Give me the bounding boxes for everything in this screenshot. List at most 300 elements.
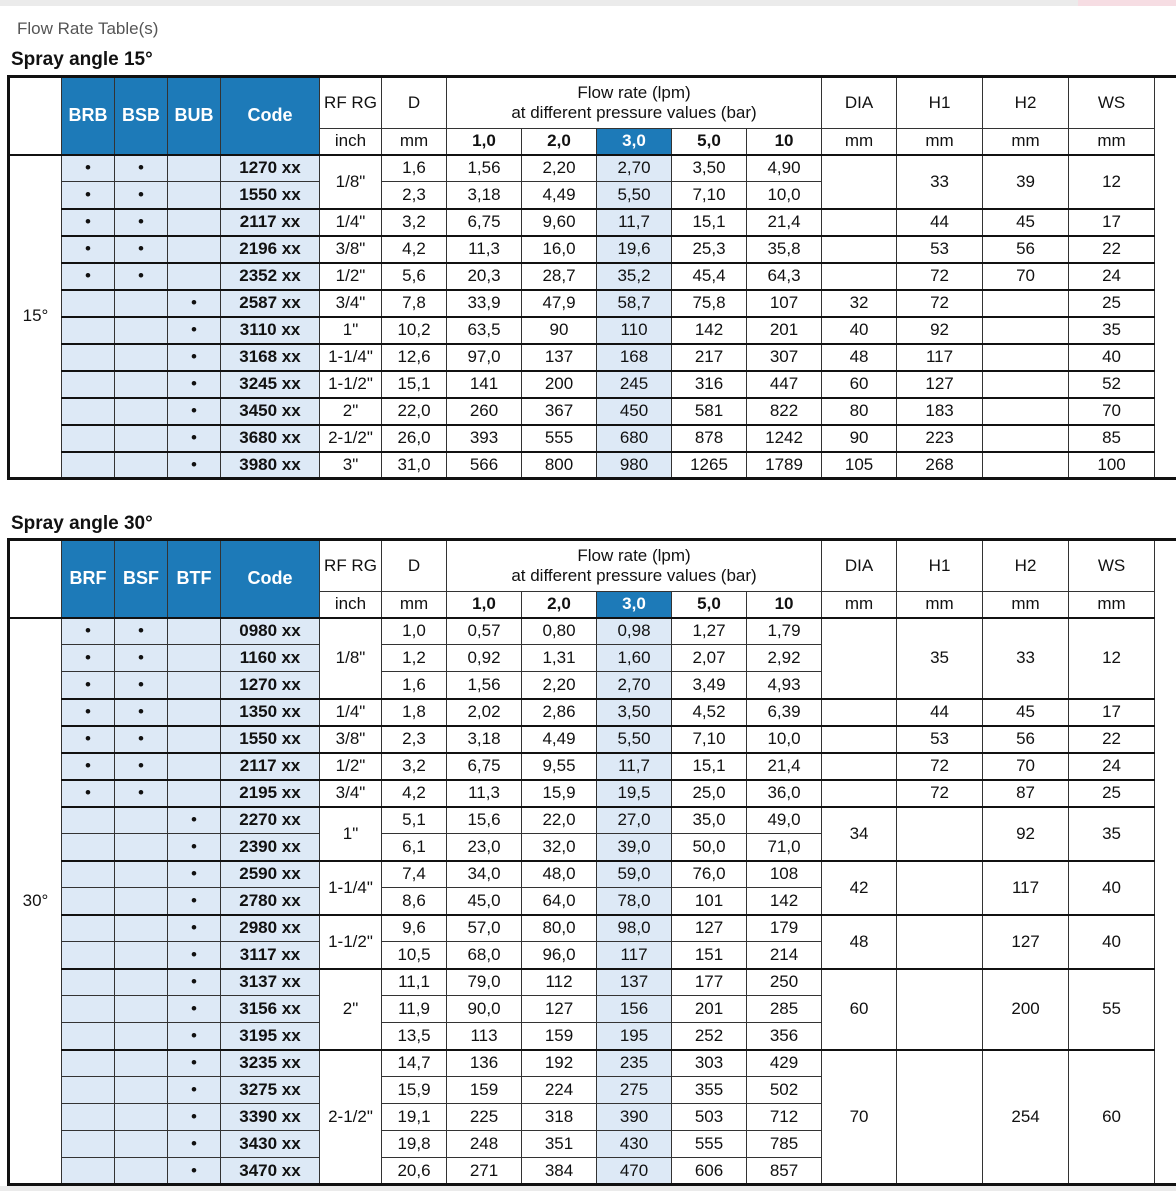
rfrg-cell: 3/4" <box>320 290 382 317</box>
flow-cell: 447 <box>747 371 822 398</box>
series-marker: • <box>115 780 168 807</box>
series-marker <box>62 888 115 915</box>
dia-cell: 70 <box>822 1050 897 1185</box>
flow-cell: 90 <box>522 317 597 344</box>
dia-cell: 34 <box>822 807 897 861</box>
code-cell: 3470 xx <box>221 1158 320 1185</box>
d-cell: 4,2 <box>382 236 447 263</box>
flow-cell: 112 <box>522 969 597 996</box>
flow-cell: 80,0 <box>522 915 597 942</box>
h2-cell: 56 <box>983 236 1069 263</box>
ws-header: WS <box>1069 540 1155 592</box>
rfrg-cell: 2-1/2" <box>320 425 382 452</box>
flow-cell: 22,0 <box>522 807 597 834</box>
flow-cell: 201 <box>672 996 747 1023</box>
h2-cell: 92 <box>983 807 1069 861</box>
dia-cell: 32 <box>822 290 897 317</box>
table-row <box>9 780 1176 807</box>
series-marker: • <box>115 209 168 236</box>
dia-cell <box>822 726 897 753</box>
spray-angle-cell: 15° <box>9 155 62 479</box>
flow-cell-3bar: 168 <box>597 344 672 371</box>
flow-cell-3bar: 2,70 <box>597 155 672 182</box>
dia-cell: 60 <box>822 969 897 1050</box>
flow-cell: 260 <box>447 398 522 425</box>
flow-cell: 159 <box>522 1023 597 1050</box>
code-cell: 3680 xx <box>221 425 320 452</box>
flow-cell: 79,0 <box>447 969 522 996</box>
flow-cell-3bar: 235 <box>597 1050 672 1077</box>
table-row <box>9 452 1176 479</box>
h1-cell: 44 <box>897 699 983 726</box>
series-marker <box>168 645 221 672</box>
flow-cell: 393 <box>447 425 522 452</box>
series-marker: • <box>168 290 221 317</box>
rfrg-cell: 1/4" <box>320 209 382 236</box>
code-cell: 0980 xx <box>221 618 320 645</box>
flow-cell: 3,18 <box>447 726 522 753</box>
series-marker <box>168 699 221 726</box>
ws-cell: 24 <box>1069 753 1155 780</box>
flow-cell: 71,0 <box>747 834 822 861</box>
h1-cell <box>897 807 983 861</box>
series-header: BSF <box>115 540 168 618</box>
h2-cell: 70 <box>983 263 1069 290</box>
series-marker <box>62 452 115 479</box>
flow-cell: 4,49 <box>522 182 597 209</box>
series-marker <box>62 398 115 425</box>
flow-rate-subtitle: at different pressure values (bar) <box>511 103 757 122</box>
series-marker <box>115 1050 168 1077</box>
series-marker <box>168 182 221 209</box>
flow-cell: 97,0 <box>447 344 522 371</box>
series-marker: • <box>62 263 115 290</box>
h1-cell: 72 <box>897 753 983 780</box>
table-row <box>9 371 1176 398</box>
h1-cell: 117 <box>897 344 983 371</box>
flow-cell: 1,27 <box>672 618 747 645</box>
d-cell: 7,8 <box>382 290 447 317</box>
series-marker: • <box>168 834 221 861</box>
series-marker <box>115 1158 168 1185</box>
series-marker <box>62 290 115 317</box>
d-cell: 1,6 <box>382 155 447 182</box>
h2-cell: 87 <box>983 780 1069 807</box>
dia-cell <box>822 699 897 726</box>
d-cell: 12,6 <box>382 344 447 371</box>
code-cell: 3168 xx <box>221 344 320 371</box>
series-marker <box>115 1023 168 1050</box>
rfrg-header: RF RG <box>320 540 382 592</box>
flow-cell: 25,3 <box>672 236 747 263</box>
ws-unit: mm <box>1069 129 1155 155</box>
table-row <box>9 915 1176 942</box>
flow-cell: 21,4 <box>747 209 822 236</box>
d-cell: 20,6 <box>382 1158 447 1185</box>
table-row <box>9 807 1176 834</box>
flow-cell: 225 <box>447 1104 522 1131</box>
code-cell: 3137 xx <box>221 969 320 996</box>
dia-cell: 48 <box>822 915 897 969</box>
h1-unit: mm <box>897 592 983 618</box>
rfrg-cell: 1-1/2" <box>320 371 382 398</box>
rfrg-cell: 1-1/4" <box>320 861 382 915</box>
flow-cell-3bar: 195 <box>597 1023 672 1050</box>
flow-cell: 15,1 <box>672 209 747 236</box>
series-header: BUB <box>168 77 221 155</box>
code-cell: 3245 xx <box>221 371 320 398</box>
table-row <box>9 699 1176 726</box>
flow-rate-header <box>447 540 822 592</box>
series-marker <box>115 888 168 915</box>
flow-cell: 49,0 <box>747 807 822 834</box>
flow-cell: 285 <box>747 996 822 1023</box>
pressure-header: 2,0 <box>522 129 597 155</box>
flow-cell: 3,18 <box>447 182 522 209</box>
series-marker <box>115 834 168 861</box>
ws-header: WS <box>1069 77 1155 129</box>
flow-cell: 20,3 <box>447 263 522 290</box>
rfrg-cell: 1/4" <box>320 699 382 726</box>
flow-cell: 48,0 <box>522 861 597 888</box>
d-cell: 3,2 <box>382 753 447 780</box>
flow-cell: 142 <box>672 317 747 344</box>
flow-cell: 3,49 <box>672 672 747 699</box>
code-cell: 2195 xx <box>221 780 320 807</box>
h2-header: H2 <box>983 77 1069 129</box>
flow-cell-3bar: 245 <box>597 371 672 398</box>
series-marker: • <box>168 344 221 371</box>
series-marker <box>62 1077 115 1104</box>
flow-cell: 35,8 <box>747 236 822 263</box>
flow-cell-3bar: 35,2 <box>597 263 672 290</box>
top-bar-accent <box>1078 0 1176 6</box>
page-title: Flow Rate Table(s) <box>17 19 159 38</box>
series-marker <box>168 263 221 290</box>
d-cell: 15,1 <box>382 371 447 398</box>
code-cell: 2980 xx <box>221 915 320 942</box>
flow-cell: 45,4 <box>672 263 747 290</box>
flow-cell: 28,7 <box>522 263 597 290</box>
ws-cell: 17 <box>1069 209 1155 236</box>
dia-cell: 48 <box>822 344 897 371</box>
rfrg-cell: 3" <box>320 452 382 479</box>
d-cell: 6,1 <box>382 834 447 861</box>
ws-cell: 12 <box>1069 618 1155 699</box>
flow-cell: 555 <box>522 425 597 452</box>
code-cell: 2590 xx <box>221 861 320 888</box>
flow-cell: 47,9 <box>522 290 597 317</box>
series-marker <box>115 1131 168 1158</box>
ws-cell: 22 <box>1069 726 1155 753</box>
code-cell: 2780 xx <box>221 888 320 915</box>
h2-cell: 33 <box>983 618 1069 699</box>
series-marker <box>115 290 168 317</box>
table-row <box>9 861 1176 888</box>
ws-cell: 25 <box>1069 290 1155 317</box>
section-title-15: Spray angle 15° <box>11 49 153 70</box>
flow-cell: 6,39 <box>747 699 822 726</box>
code-cell: 3275 xx <box>221 1077 320 1104</box>
flow-cell: 76,0 <box>672 861 747 888</box>
series-marker <box>115 861 168 888</box>
flow-cell: 214 <box>747 942 822 969</box>
series-marker <box>62 425 115 452</box>
series-marker <box>62 915 115 942</box>
flow-cell: 1265 <box>672 452 747 479</box>
series-marker: • <box>115 618 168 645</box>
flow-cell: 1,56 <box>447 672 522 699</box>
code-cell: 3390 xx <box>221 1104 320 1131</box>
table-row <box>9 236 1176 263</box>
d-cell: 11,9 <box>382 996 447 1023</box>
series-marker: • <box>168 1023 221 1050</box>
series-marker <box>115 398 168 425</box>
flow-cell: 101 <box>672 888 747 915</box>
series-marker: • <box>168 371 221 398</box>
series-marker <box>62 942 115 969</box>
dia-cell: 60 <box>822 371 897 398</box>
flow-cell-3bar: 98,0 <box>597 915 672 942</box>
dia-header: DIA <box>822 540 897 592</box>
flow-cell-3bar: 450 <box>597 398 672 425</box>
flow-cell-3bar: 980 <box>597 452 672 479</box>
dia-cell <box>822 236 897 263</box>
flow-cell: 142 <box>747 888 822 915</box>
table-row <box>9 425 1176 452</box>
series-marker: • <box>168 425 221 452</box>
flow-cell: 384 <box>522 1158 597 1185</box>
series-header: BRB <box>62 77 115 155</box>
h1-header: H1 <box>897 77 983 129</box>
pressure-header: 10 <box>747 129 822 155</box>
rfrg-cell: 1-1/4" <box>320 344 382 371</box>
d-cell: 2,3 <box>382 182 447 209</box>
flow-cell: 23,0 <box>447 834 522 861</box>
h1-cell: 223 <box>897 425 983 452</box>
d-cell: 1,2 <box>382 645 447 672</box>
flow-cell: 35,0 <box>672 807 747 834</box>
code-cell: 1550 xx <box>221 726 320 753</box>
d-cell: 9,6 <box>382 915 447 942</box>
top-bar <box>0 0 1176 6</box>
series-marker <box>62 969 115 996</box>
pressure-header: 1,0 <box>447 592 522 618</box>
flow-cell: 4,93 <box>747 672 822 699</box>
flow-cell: 252 <box>672 1023 747 1050</box>
pressure-header: 10 <box>747 592 822 618</box>
flow-cell: 2,92 <box>747 645 822 672</box>
series-marker: • <box>115 182 168 209</box>
h2-cell: 127 <box>983 915 1069 969</box>
dia-cell <box>822 618 897 699</box>
rfrg-header: RF RG <box>320 77 382 129</box>
flow-cell: 15,9 <box>522 780 597 807</box>
flow-cell: 502 <box>747 1077 822 1104</box>
ws-cell: 25 <box>1069 780 1155 807</box>
flow-cell: 151 <box>672 942 747 969</box>
table-corner <box>9 540 62 618</box>
table-row <box>9 155 1176 182</box>
ws-cell: 17 <box>1069 699 1155 726</box>
series-marker: • <box>115 726 168 753</box>
series-marker: • <box>168 861 221 888</box>
ws-cell: 40 <box>1069 861 1155 915</box>
h2-cell: 45 <box>983 699 1069 726</box>
pressure-header: 3,0 <box>597 592 672 618</box>
series-marker: • <box>168 452 221 479</box>
flow-cell: 2,20 <box>522 155 597 182</box>
series-marker <box>115 371 168 398</box>
flow-cell-3bar: 59,0 <box>597 861 672 888</box>
series-marker <box>168 618 221 645</box>
flow-cell: 137 <box>522 344 597 371</box>
pressure-header: 5,0 <box>672 129 747 155</box>
flow-cell: 127 <box>672 915 747 942</box>
flow-cell: 800 <box>522 452 597 479</box>
pressure-header: 3,0 <box>597 129 672 155</box>
d-header: D <box>382 77 447 129</box>
flow-cell: 1242 <box>747 425 822 452</box>
flow-cell: 32,0 <box>522 834 597 861</box>
flow-cell: 201 <box>747 317 822 344</box>
rfrg-cell: 2" <box>320 969 382 1050</box>
h1-cell: 44 <box>897 209 983 236</box>
series-marker <box>115 942 168 969</box>
h2-cell <box>983 344 1069 371</box>
d-unit: mm <box>382 592 447 618</box>
series-marker <box>62 834 115 861</box>
flow-cell-3bar: 39,0 <box>597 834 672 861</box>
rfrg-cell: 1/8" <box>320 155 382 209</box>
series-header: BTF <box>168 540 221 618</box>
series-marker: • <box>168 398 221 425</box>
flow-cell: 224 <box>522 1077 597 1104</box>
d-cell: 3,2 <box>382 209 447 236</box>
series-marker <box>168 753 221 780</box>
flow-cell: 7,10 <box>672 726 747 753</box>
h2-cell <box>983 398 1069 425</box>
flow-cell: 96,0 <box>522 942 597 969</box>
series-marker: • <box>62 753 115 780</box>
h2-cell: 45 <box>983 209 1069 236</box>
h1-cell: 127 <box>897 371 983 398</box>
ws-cell: 35 <box>1069 807 1155 861</box>
dia-cell <box>822 209 897 236</box>
series-marker: • <box>62 699 115 726</box>
flow-cell: 606 <box>672 1158 747 1185</box>
flow-cell: 136 <box>447 1050 522 1077</box>
flow-cell: 7,10 <box>672 182 747 209</box>
flow-cell: 2,20 <box>522 672 597 699</box>
series-marker <box>115 1077 168 1104</box>
code-cell: 2352 xx <box>221 263 320 290</box>
flow-cell: 68,0 <box>447 942 522 969</box>
flow-cell: 192 <box>522 1050 597 1077</box>
series-marker <box>62 807 115 834</box>
h2-cell <box>983 425 1069 452</box>
flow-cell: 21,4 <box>747 753 822 780</box>
dia-header: DIA <box>822 77 897 129</box>
flow-cell-3bar: 390 <box>597 1104 672 1131</box>
series-marker: • <box>115 699 168 726</box>
series-marker: • <box>168 915 221 942</box>
series-marker <box>62 344 115 371</box>
dia-cell <box>822 263 897 290</box>
series-marker: • <box>62 672 115 699</box>
flow-cell: 141 <box>447 371 522 398</box>
d-cell: 19,8 <box>382 1131 447 1158</box>
ws-cell: 70 <box>1069 398 1155 425</box>
rfrg-cell: 1" <box>320 807 382 861</box>
h1-unit: mm <box>897 129 983 155</box>
series-marker <box>115 807 168 834</box>
pressure-header: 2,0 <box>522 592 597 618</box>
series-marker <box>62 1158 115 1185</box>
series-marker: • <box>115 672 168 699</box>
h1-cell <box>897 1050 983 1185</box>
series-marker <box>62 1131 115 1158</box>
h2-cell: 254 <box>983 1050 1069 1185</box>
table-corner <box>9 77 62 155</box>
flow-rate-title: Flow rate (lpm) <box>577 83 691 102</box>
series-marker: • <box>115 263 168 290</box>
ws-cell: 40 <box>1069 344 1155 371</box>
series-marker: • <box>168 1131 221 1158</box>
series-marker <box>168 236 221 263</box>
h1-cell <box>897 861 983 915</box>
pressure-header: 5,0 <box>672 592 747 618</box>
series-marker <box>168 780 221 807</box>
flow-cell-3bar: 27,0 <box>597 807 672 834</box>
flow-cell: 75,8 <box>672 290 747 317</box>
flow-cell-3bar: 5,50 <box>597 726 672 753</box>
series-header: BRF <box>62 540 115 618</box>
series-marker <box>115 425 168 452</box>
series-marker <box>115 996 168 1023</box>
flow-cell: 355 <box>672 1077 747 1104</box>
code-cell: 2117 xx <box>221 209 320 236</box>
series-marker <box>115 317 168 344</box>
code-cell: 3117 xx <box>221 942 320 969</box>
flow-cell: 271 <box>447 1158 522 1185</box>
rfrg-cell: 3/8" <box>320 236 382 263</box>
flow-cell: 1,31 <box>522 645 597 672</box>
flow-cell: 367 <box>522 398 597 425</box>
flow-cell: 248 <box>447 1131 522 1158</box>
rfrg-cell: 3/4" <box>320 780 382 807</box>
series-marker <box>168 155 221 182</box>
series-marker: • <box>168 1077 221 1104</box>
flow-cell: 785 <box>747 1131 822 1158</box>
d-cell: 5,1 <box>382 807 447 834</box>
flow-cell: 429 <box>747 1050 822 1077</box>
flow-cell-3bar: 470 <box>597 1158 672 1185</box>
h1-cell: 33 <box>897 155 983 209</box>
code-cell: 3430 xx <box>221 1131 320 1158</box>
flow-cell: 159 <box>447 1077 522 1104</box>
d-cell: 1,0 <box>382 618 447 645</box>
table-row <box>9 618 1176 645</box>
flow-cell: 45,0 <box>447 888 522 915</box>
flow-cell: 34,0 <box>447 861 522 888</box>
h2-cell: 200 <box>983 969 1069 1050</box>
flow-cell: 857 <box>747 1158 822 1185</box>
series-marker <box>115 452 168 479</box>
dia-cell: 42 <box>822 861 897 915</box>
flow-cell: 0,92 <box>447 645 522 672</box>
code-cell: 2390 xx <box>221 834 320 861</box>
